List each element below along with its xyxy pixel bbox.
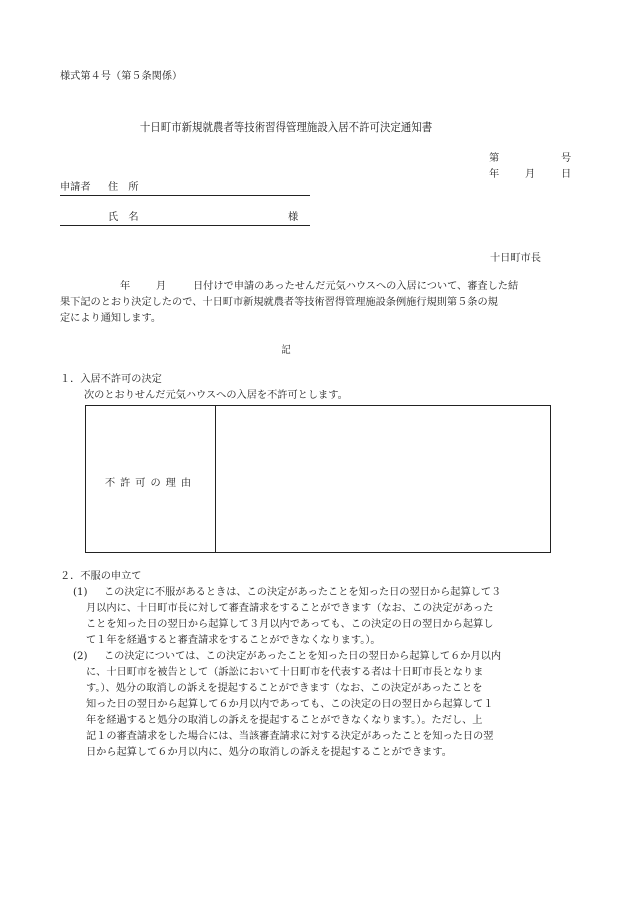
appeal-item-2-line: 年を経過すると処分の取消しの訴えを提起することができなくなります。）。ただし、上: [86, 715, 483, 726]
date-day: 日: [561, 169, 572, 180]
reason-table-divider: [215, 406, 216, 552]
appeal-item-2-line: 記１の審査請求をした場合には、当該審査請求に対する決定があったことを知った日の翌: [86, 731, 494, 742]
intro-line-3: 定により通知します。: [60, 313, 162, 324]
appeal-item-1-line: 月以内に、十日町市長に対して審査請求をすることができます（なお、この決定があった: [86, 603, 494, 614]
reason-table: [85, 405, 551, 553]
appeal-item-2-line: この決定については、この決定があったことを知った日の翌日から起算して６か月以内: [104, 651, 502, 662]
intro-year: 年: [120, 281, 131, 292]
document-title: 十日町市新規就農者等技術習得管理施設入居不許可決定通知書: [139, 120, 433, 134]
section1-heading: １．入居不許可の決定: [60, 374, 162, 385]
date-year: 年: [489, 169, 500, 180]
issuer: 十日町市長: [490, 253, 541, 264]
appeal-item-2-line: 知った日の翌日から起算して６か月以内であっても、この決定の日の翌日から起算して１: [86, 699, 494, 710]
appeal-item-1-line: て１年を経過すると審査請求をすることができなくなります。）。: [86, 635, 381, 646]
address-label: 住 所: [108, 182, 139, 193]
reason-label: 不許可の理由: [104, 478, 197, 489]
section1-body: 次のとおりせんだ元気ハウスへの入居を不許可とします。: [84, 390, 348, 401]
intro-line-2: 果下記のとおり決定したので、十日町市新規就農者等技術習得管理施設条例施行規則第５条の規: [60, 297, 498, 308]
appeal-item-1-line: この決定に不服があるときは、この決定があったことを知った日の翌日から起算して３: [104, 587, 502, 598]
appeal-item-2-line: に、十日町市を被告として（訴訟において十日町市を代表する者は十日町市長となりま: [86, 667, 484, 678]
name-underline: [60, 225, 310, 226]
appeal-item-1-number: (1): [73, 587, 88, 598]
appeal-item-2-line: 日から起算して６か月以内に、処分の取消しの訴えを提起することができます。: [86, 747, 452, 758]
name-label: 氏 名: [108, 212, 139, 223]
section2-heading: ２．不服の申立て: [60, 571, 142, 582]
doc-number-dai: 第: [489, 153, 500, 164]
date-month: 月: [525, 169, 536, 180]
honorific: 様: [288, 212, 299, 223]
doc-number-go: 号: [561, 153, 572, 164]
address-underline: [60, 195, 310, 196]
form-number: 様式第４号（第５条関係）: [60, 71, 183, 82]
ki-marker: 記: [281, 345, 291, 356]
intro-month: 月: [156, 281, 167, 292]
appeal-item-1-line: ことを知った日の翌日から起算して３月以内であっても、この決定の日の翌日から起算し: [86, 619, 494, 630]
intro-line-1: 日付けで申請のあったせんだ元気ハウスへの入居について、審査した結: [193, 281, 519, 292]
applicant-label: 申請者: [60, 182, 91, 193]
appeal-item-2-line: す。）、処分の取消しの訴えを提起することができます（なお、この決定があったことを: [86, 683, 483, 694]
appeal-item-2-number: (2): [73, 651, 88, 662]
